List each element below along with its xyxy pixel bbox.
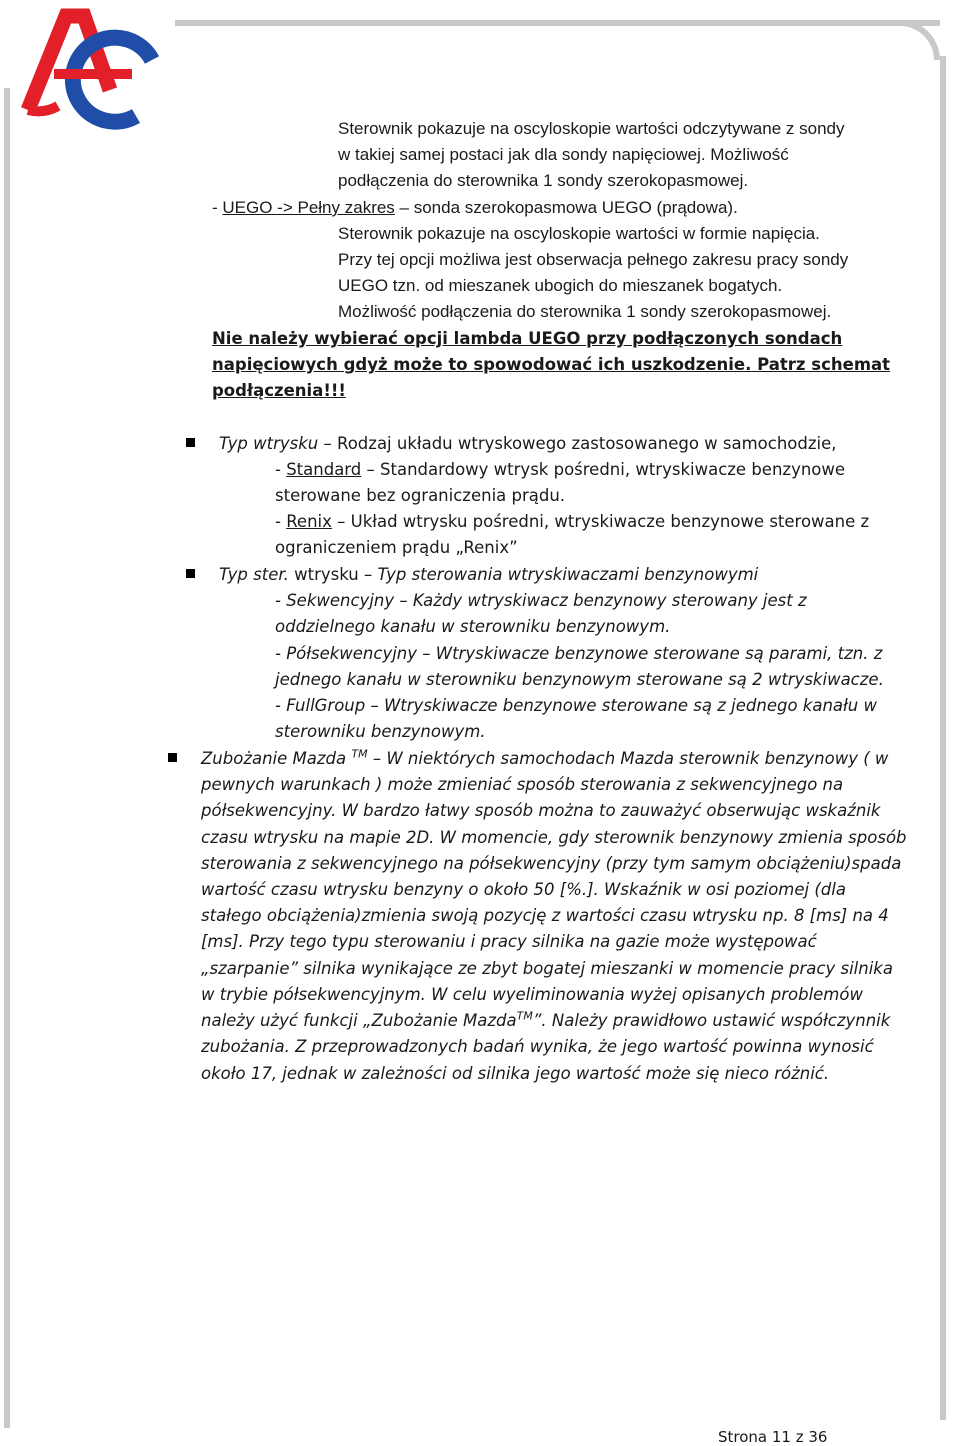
term: Typ wtrysku: [219, 434, 319, 453]
term: wtrysku: [288, 565, 359, 584]
text-line: sterowane bez ograniczenia prądu.: [275, 486, 566, 505]
text-span: ”. Należy prawidłowo ustawić współczynnik: [532, 1011, 891, 1030]
warning-line: [212, 352, 890, 378]
bullet-icon: [186, 569, 195, 578]
text-line: [ms]. Przy tego typu sterowaniu i pracy silnika na gazie może występować: [201, 932, 817, 951]
mazda-function-line: [201, 1008, 890, 1034]
text-line: oddzielnego kanału w sterowniku benzynowym.: [275, 617, 671, 636]
text-line: w trybie półsekwencyjnym. W celu wyeliminowania wyżej opisanych problemów: [201, 985, 863, 1004]
text-span: – Rodzaj układu wtryskowego zastosowanego w samochodzie,: [318, 434, 837, 453]
text-line: ograniczeniem prądu „Renix”: [275, 538, 518, 557]
uego-option-line: [212, 195, 738, 221]
text-span: należy użyć funkcji „Zubożanie Mazda: [201, 1011, 517, 1030]
text-span: – W niektórych samochodach Mazda sterownik benzynowy ( w: [367, 749, 889, 768]
text-line: Sterownik pokazuje na oscyloskopie wartości odczytywane z sondy: [338, 119, 845, 138]
renix-line: [275, 509, 869, 535]
bullet-icon: [186, 438, 195, 447]
text-line: w takiej samej postaci jak dla sondy napięciowej. Możliwość: [338, 145, 789, 164]
renix-link[interactable]: Renix: [286, 512, 332, 531]
page-number: Strona 11 z 36: [718, 1428, 828, 1446]
text-line: UEGO tzn. od mieszanek ubogich do mieszanek bogatych.: [338, 276, 783, 295]
warning-line: Nie należy wybierać opcji lambda UEGO przy podłączonych sondach: [212, 329, 843, 348]
text-line: sterowniku benzynowym.: [275, 722, 486, 741]
standard-line: [275, 457, 845, 483]
text-line: wartość czasu wtrysku benzyny o około 50 [%.]. Wskaźnik w osi poziomej (dla: [201, 880, 846, 899]
dash: -: [275, 512, 287, 531]
text-line: stałego obciążenia)zmienia swoją pozycję z wartości czasu wtrysku np. 8 [ms] na 4: [201, 906, 889, 925]
text-span: – sonda szerokopasmowa UEGO (prądowa).: [394, 198, 738, 217]
page-frame-top: [175, 20, 940, 26]
text-line: - Półsekwencyjny – Wtryskiwacze benzynowe sterowane są parami, tzn. z: [275, 644, 883, 663]
text-line: półsekwencyjny. W bardzo łatwy sposób można to zauważyć obserwując wskaźnik: [201, 801, 881, 820]
typ-ster-line: [219, 562, 758, 588]
text-line: sterowania z sekwencyjnego na półsekwencyjny (przy tym samym obciążeniu)spada: [201, 854, 902, 873]
term: Typ ster.: [219, 565, 289, 584]
mazda-line: [201, 746, 888, 772]
text-line: jednego kanału w sterowniku benzynowym sterowane są 2 wtryskiwacze.: [275, 670, 884, 689]
text-line: - Sekwencyjny – Każdy wtryskiwacz benzynowy sterowany jest z: [275, 591, 807, 610]
text-line: Sterownik pokazuje na oscyloskopie wartości w formie napięcia.: [338, 224, 820, 243]
trademark: TM: [516, 1009, 533, 1023]
ac-logo-icon: [14, 2, 164, 132]
schematic-link[interactable]: Patrz schemat: [751, 355, 891, 374]
page-frame-left: [4, 88, 10, 1428]
text-line: podłączenia do sterownika 1 sondy szerokopasmowej.: [338, 171, 749, 190]
text-line: czasu wtrysku na mapie 2D. W momencie, gdy sterownik benzynowy zmienia sposób: [201, 828, 907, 847]
trademark: TM: [351, 747, 368, 761]
warning-line: podłączenia!!!: [212, 381, 346, 400]
text-line: „szarpanie” silnika wynikające ze zbyt bogatej mieszanki w momencie pracy silnika: [201, 959, 893, 978]
text-span: – Standardowy wtrysk pośredni, wtryskiwacze benzynowe: [361, 460, 846, 479]
typ-wtrysku-line: [219, 431, 837, 457]
uego-full-range-link[interactable]: UEGO -> Pełny zakres: [222, 198, 395, 217]
dash: -: [212, 198, 223, 217]
text-span: – Typ sterowania wtryskiwaczami benzynowymi: [358, 565, 759, 584]
bullet-icon: [168, 753, 177, 762]
text-line: - FullGroup – Wtryskiwacze benzynowe sterowane są z jednego kanału w: [275, 696, 877, 715]
term: Zubożanie Mazda: [201, 749, 347, 768]
text-line: Przy tej opcji możliwa jest obserwacja pełnego zakresu pracy sondy: [338, 250, 849, 269]
text-line: pewnych warunkach ) może zmieniać sposób sterowania z sekwencyjnego na: [201, 775, 844, 794]
page-frame-right: [940, 56, 946, 1420]
page-frame-corner: [900, 20, 940, 60]
text-span: napięciowych gdyż może to spowodować ich uszkodzenie.: [212, 355, 752, 374]
standard-link[interactable]: Standard: [286, 460, 362, 479]
text-line: około 17, jednak w zależności od silnika jego wartość może się nieco różnić.: [201, 1064, 830, 1083]
text-span: – Układ wtrysku pośredni, wtryskiwacze benzynowe sterowane z: [331, 512, 870, 531]
dash: -: [275, 460, 287, 479]
text-line: Możliwość podłączenia do sterownika 1 sondy szerokopasmowej.: [338, 302, 832, 321]
text-line: zubożania. Z przeprowadzonych badań wynika, że jego wartość powinna wynosić: [201, 1037, 874, 1056]
